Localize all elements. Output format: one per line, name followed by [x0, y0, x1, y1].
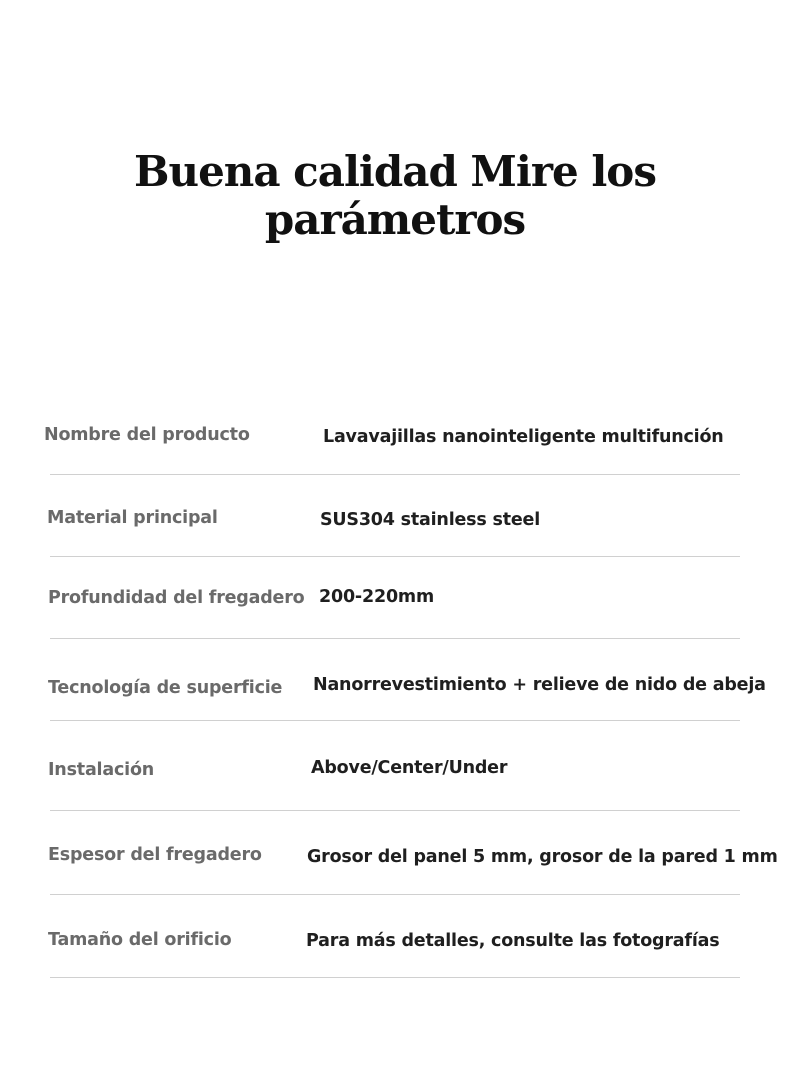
spec-value: Para más detalles, consulte las fotografías — [306, 931, 720, 951]
spec-value: SUS304 stainless steel — [320, 510, 540, 530]
row-divider — [50, 556, 740, 557]
spec-label: Material principal — [47, 508, 218, 528]
spec-value: Grosor del panel 5 mm, grosor de la pared 1 mm — [307, 847, 778, 867]
spec-label: Instalación — [48, 760, 155, 780]
row-divider — [50, 638, 740, 639]
spec-value: Above/Center/Under — [311, 758, 508, 778]
spec-label: Tamaño del orificio — [48, 930, 232, 950]
row-divider — [50, 474, 740, 475]
row-divider — [50, 810, 740, 811]
row-divider — [50, 977, 740, 978]
spec-label: Espesor del fregadero — [48, 845, 262, 865]
spec-label: Tecnología de superficie — [48, 678, 283, 698]
spec-label: Profundidad del fregadero — [48, 588, 305, 608]
spec-value: Lavavajillas nanointeligente multifunción — [323, 427, 724, 447]
row-divider — [50, 894, 740, 895]
spec-label: Nombre del producto — [44, 425, 250, 445]
row-divider — [50, 720, 740, 721]
spec-value: Nanorrevestimiento + relieve de nido de abeja — [313, 675, 766, 695]
page-title: Buena calidad Mire los parámetros — [134, 147, 656, 244]
spec-value: 200-220mm — [319, 587, 434, 607]
